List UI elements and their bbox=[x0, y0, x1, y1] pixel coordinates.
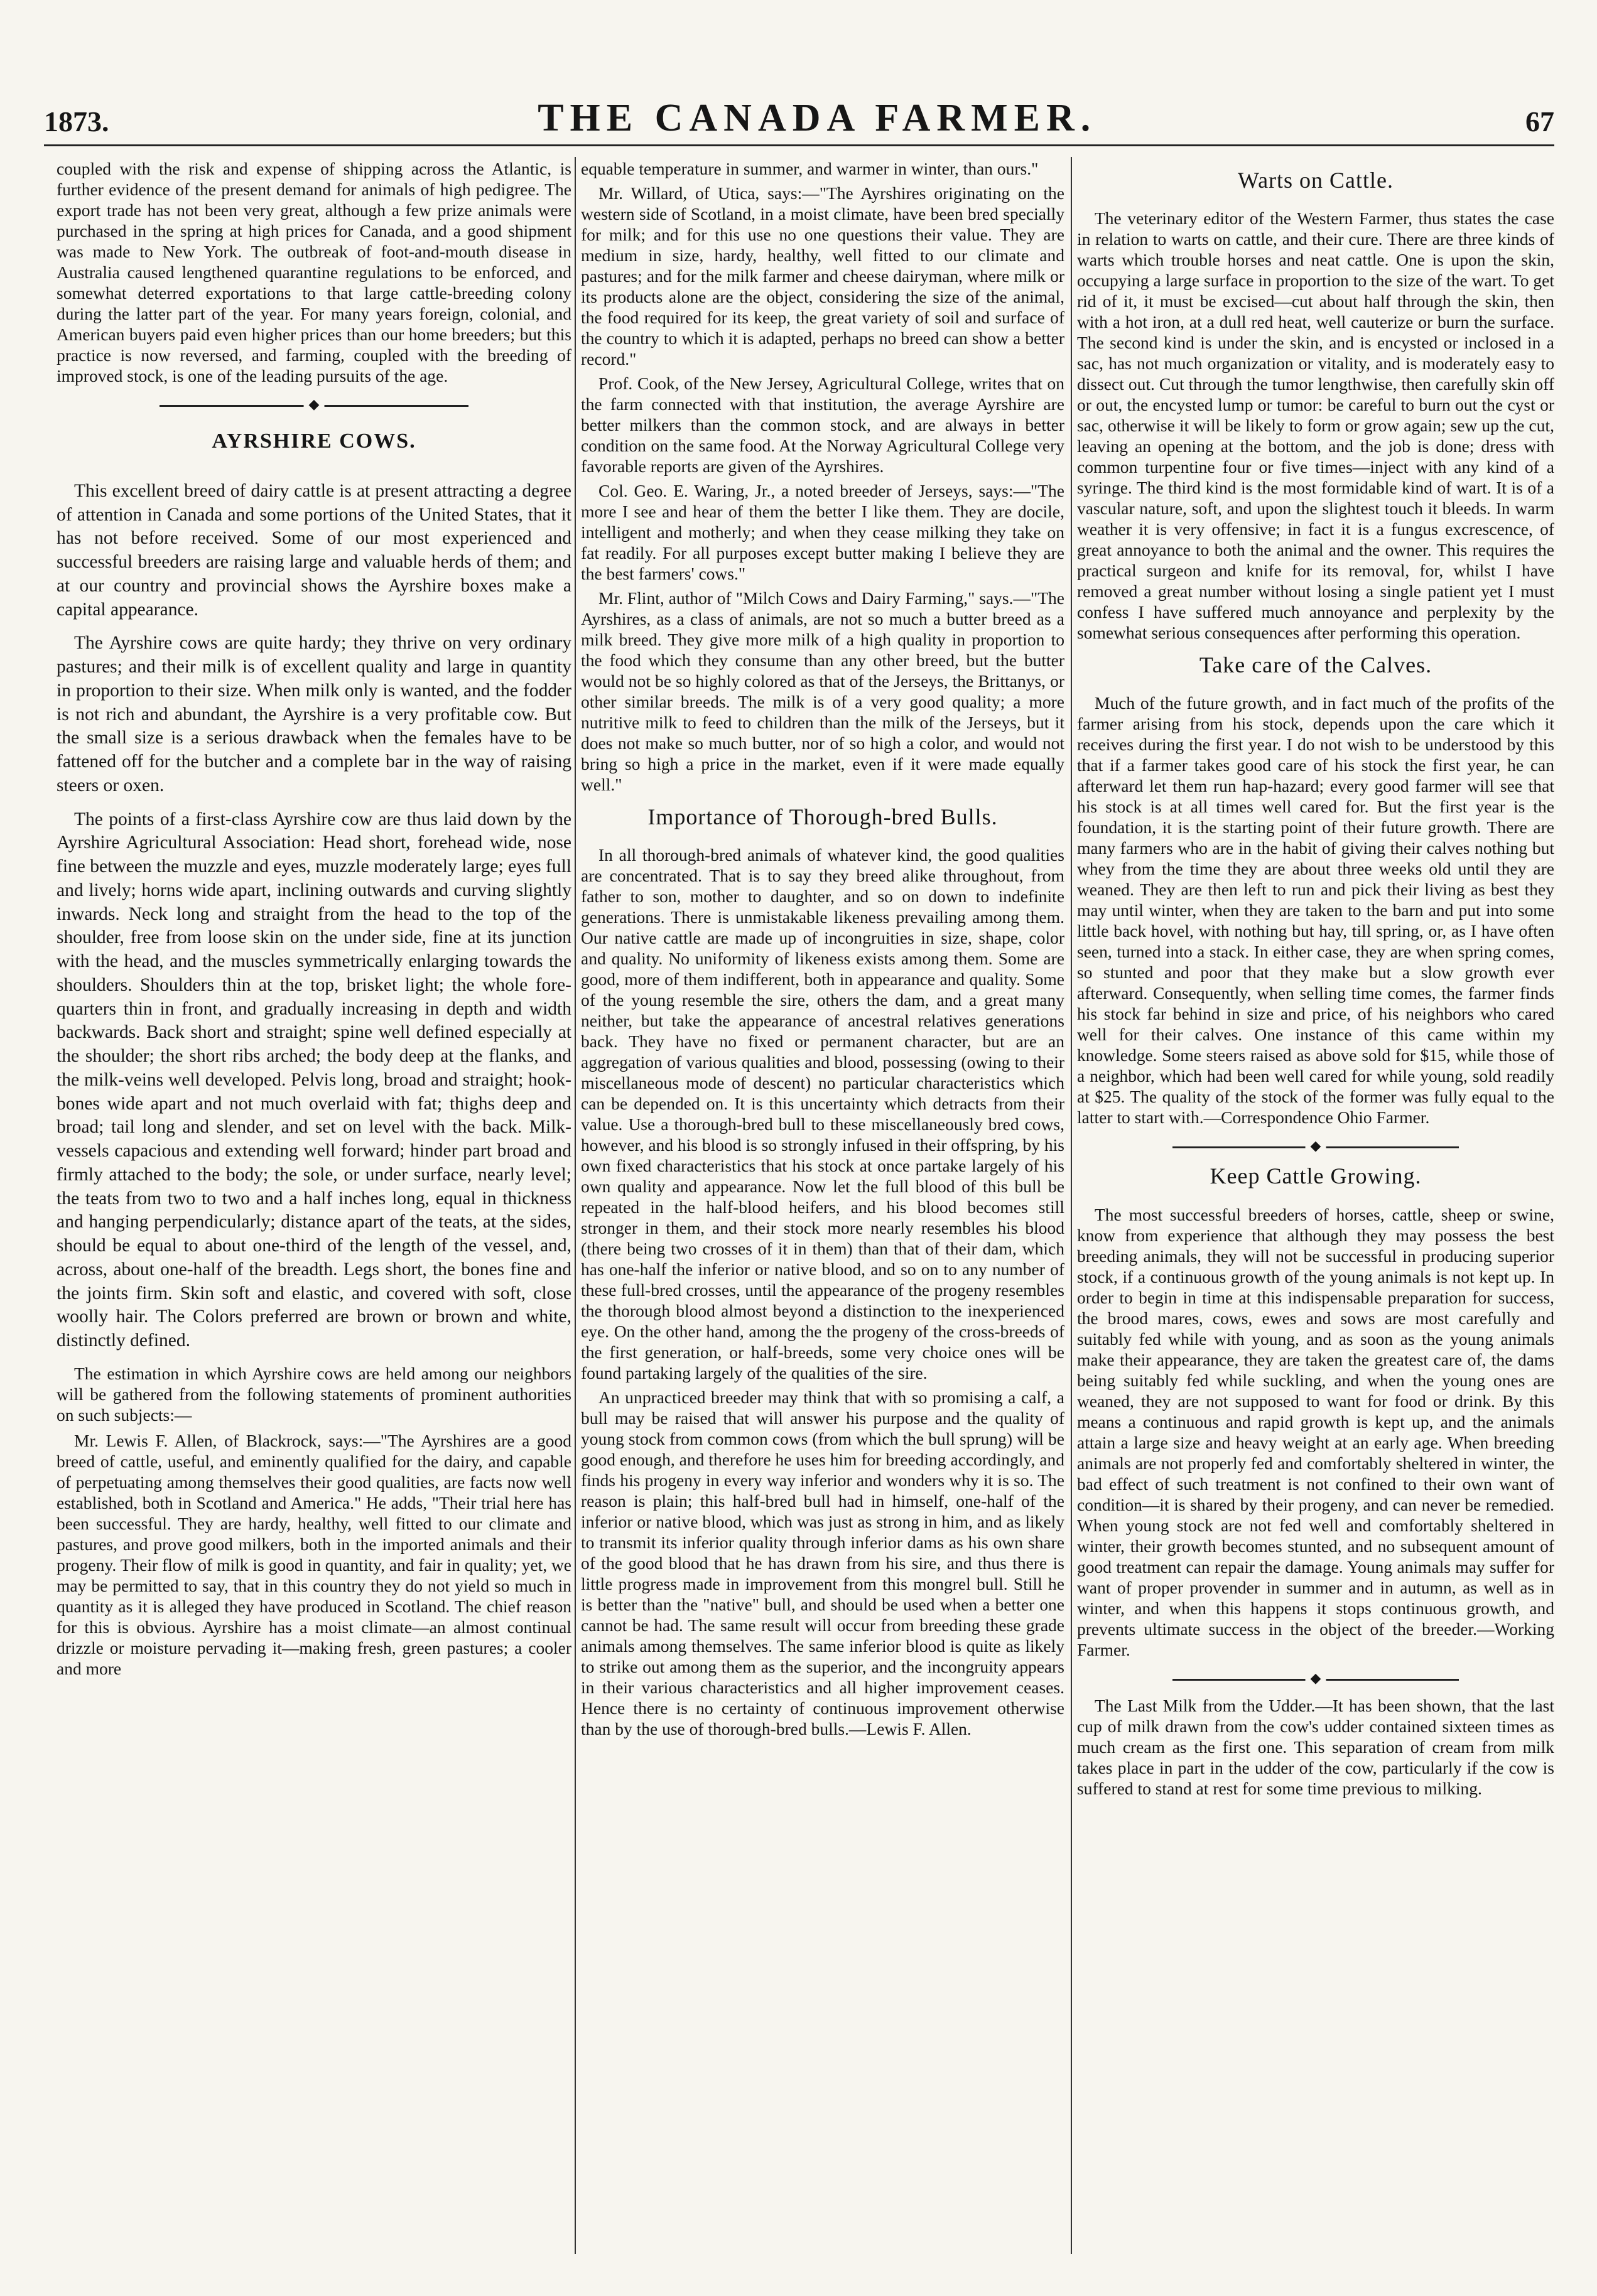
paragraph: Much of the future growth, and in fact much of the profits of the farmer arising from his stock, depends upon the care which it receives during the first year. I do not wish to be understood by this that if a farmer takes good care of his stock the first year, he can afterward let them run hap-hazard; every good farmer will see that his stock is at all times well cared for. But the first year is the foundation, it is the starting point of their future growth. There are many farmers who are in the habit of giving their calves nothing but whey from the time they are about three weeks old until they are weaned. They are then left to run and pick their living as best they may until winter, when they are taken to the barn and put into some little back hovel, with nothing but hay, till spring, or, as I have often seen, turned into a stack. In either case, they are when spring comes, so stunted and poor that they make but a slow growth ever afterward. Consequently, when selling time comes, the farmer finds his stock far behind in size and price, of his neighbors who cared well for their calves. One instance of this came within my knowledge. Some steers raised as above sold for $15, while those of a neighbor, which had been well cared for while young, sold readily at $25. The quality of the stock of the former was fully equal to the latter to start with.—Correspondence Ohio Farmer. bbox=[1077, 693, 1554, 1128]
article-heading-thorough-bred-bulls: Importance of Thorough-bred Bulls. bbox=[647, 804, 998, 829]
paragraph: This excellent breed of dairy cattle is at present attracting a degree of attention in Canada and some portions of the United States, that it has not before received. Some of our most experienced and successful breeders are raising large and valuable herds of them; and at our country and provincial shows the Ayrshire boxes make a capital appearance. bbox=[57, 480, 571, 620]
paragraph: Mr. Flint, author of "Milch Cows and Dairy Farming," says.—"The Ayrshires, as a class of animals, are not so much a butter breed as a milk breed. They give more milk of a high quality in proportion to the food which they consume than any other breed, but the butter would not be so highly colored as that of the Jerseys, the Brittanys, or other similar breeds. The milk is of a very good quality; a more nutritive milk to feed to children than the milk of the Jerseys, but it does not make so much butter, nor of so high a color, and would not bring so high a price in the market, even if it were made equally well." bbox=[581, 588, 1064, 794]
article-continuation bbox=[581, 158, 1064, 795]
paragraph: In all thorough-bred animals of whatever kind, the good qualities are concentrated. That is to say they breed alike throughout, from father to son, mother to daughter, and so on down to indefinite generations. There is unmistakable likeness prevailing among them. Our native cattle are made up of incongruities in size, shape, color and quality. No uniformity of likeness exists among them. Some are good, more of them indifferent, both in appearance and quality. Some of the young resemble the sire, others the dam, and a great many neither, but take the appearance of ancestral relatives generations back. They have no fixed or permanent character, but are an aggregation of various qualities and blood, possessing (owing to their miscellaneous mode of descent) no particular characteristics which can be depended on. It is this uncertainty which detracts from their value. Use a thorough-bred bull to these miscellaneously bred cows, however, and his blood is so strongly infused in their offspring, by his own fixed characteristics that his stock at once partake largely of his own quality and appearance. Now let the full blood of this bull be repeated in the half-blood heifers, and his blood becomes still stronger in them, and their stock more nearly resembles his blood (there being two crosses of it in them) than that of their dam, which has one-half the inferior or native blood, and so on to any number of these full-bred crosses, until the appearance of the progeny resembles the thorough blood almost beyond a distinction to the inexperienced eye. On the other hand, among the the progeny of the cross-breeds of the first generation, or half-breeds, some very choice ones will be found partaking largely of the qualities of the sire. bbox=[581, 845, 1064, 1383]
paragraph: The most successful breeders of horses, cattle, sheep or swine, know from experience that although they may possess the best breeding animals, they will not be successful in producing superior stock, if a continuous growth of the young animals is not kept up. In order to begin in time at this indispensable preparation for success, the brood mares, cows, ewes and sows are most carefully and suitably fed while with young, and as soon as the young animals make their appearance, they are taken the greatest care of, the dams being suitably fed while suckling, and when the young ones are weaned, they are not supposed to want for food or drink. By this means a continuous and rapid growth is kept up, and the animals attain a large size and heavy weight at an early age. When breeding animals are not properly fed and comfortably sheltered in winter, the bad effect of such treatment is not confined to their own want of condition—it is shared by their progeny, and can never be remedied. When young stock are not fed well and comfortably sheltered in winter, their growth becomes stunted, and no subsequent amount of good treatment can repair the damage. Young animals may suffer for want of proper provender in summer and in autumn, as well as in winter, and when this happens it stops continuous growth, and prevents ultimate success in the object of the breeder.—Working Farmer. bbox=[1077, 1204, 1554, 1659]
article-heading-keep-cattle-growing: Keep Cattle Growing. bbox=[1210, 1163, 1422, 1189]
paragraph: The veterinary editor of the Western Farmer, thus states the case in relation to warts on cattle, and their cure. There are three kinds of warts which trouble horses and neat cattle. One is upon the skin, occupying a large surface in proportion to the size of the wart. To get rid of it, it must be excised—cut about half through the skin, then with a hot iron, at a dull red heat, well cauterize or burn the surface. The second kind is under the skin, and is encysted or inclosed in a sac, has not much organization or vitality, and is moderately easy to dissect out. Cut through the tumor lengthwise, then carefully skin off or out, the encysted lump or tumor: be careful to burn out the cyst or sac, otherwise it will be likely to form or grow again; sew up the cut, leaving an opening at the bottom, and the job is done; dress with common turpentine four or five times—inject with any kind of a syringe. The third kind is the most formidable kind of wart. It is of a vascular nature, soft, and upon the slightest touch it bleeds. In warm weather it is very offensive; in fact it is a fungus excrescence, of great annoyance to both the animal and the owner. This requires the practical surgeon and knife for its removal, for, whilst I have removed a great number without losing a single patient yet I must confess I have suffered much annoyance and perplexity by the somewhat serious consequences after performing this operation. bbox=[1077, 208, 1554, 643]
issue-year: 1873. bbox=[44, 105, 109, 137]
paragraph: equable temperature in summer, and warmer in winter, than ours." bbox=[581, 159, 1039, 178]
paragraph: Mr. Lewis F. Allen, of Blackrock, says:—"The Ayrshires are a good breed of cattle, useful, and eminently qualified for the dairy, and capable of perpetuating among themselves their good qualities, are facts now well established, both in Scotland and America." He adds, "Their trial here has been successful. They are hardy, healthy, well fitted to our climate and pastures, and prove good milkers, both in the imported animals and their progeny. Their flow of milk is good in quantity, and fair in quality; yet, we may be permitted to say, that in this country they do not yield so much in quantity as it is alleged they have produced in Scotland. The chief reason for this is obvious. Ayrshire has a moist climate—an almost continual drizzle or moisture pervading it—making fresh, green pastures; a cooler and more bbox=[57, 1430, 571, 1678]
paragraph: Prof. Cook, of the New Jersey, Agricultural College, writes that on the farm connected with that institution, the average Ayrshire are better milkers than the common stock, and are always in better condition on the same food. At the Norway Agricultural College very favorable reports are given of the Ayrshires. bbox=[581, 374, 1064, 476]
page-header bbox=[44, 88, 1554, 146]
paragraph: The Ayrshire cows are quite hardy; they thrive on very ordinary pastures; and their milk is of excellent quality and large in quantity in proportion to their size. When milk only is wanted, and the fodder is not rich and abundant, the Ayrshire is a very profitable cow. But the small size is a serious drawback when the females have to be fattened off for the butcher and a complete bar in the way of raising steers or oxen. bbox=[57, 633, 571, 795]
column-2 bbox=[581, 158, 1064, 2249]
column-3 bbox=[1077, 158, 1554, 2249]
paragraph: The Last Milk from the Udder.—It has been shown, that the last cup of milk drawn from the cow's udder contained sixteen times as much cream as the first one. This separation of cream from milk takes place in part in the udder of the cow, particularly if the cow is suffered to stand at rest for some time previous to milking. bbox=[1077, 1695, 1554, 1798]
ornamental-divider bbox=[1172, 1143, 1459, 1151]
column-rule bbox=[1071, 157, 1072, 2254]
article-heading-take-care-of-calves: Take care of the Calves. bbox=[1199, 652, 1432, 678]
article-thorough-bred-bulls bbox=[581, 844, 1064, 1739]
column-rule bbox=[575, 157, 576, 2254]
article-continuation bbox=[57, 158, 571, 386]
page-number: 67 bbox=[1525, 105, 1554, 137]
paragraph: An unpracticed breeder may think that with so promising a calf, a bull may be raised that will answer his purpose and the quality of young stock from common cows (from which the bull sprung) will be good enough, and therefore he uses him for breeding accordingly, and finds his progeny in every way inferior and wonders why it is so. The reason is plain; this half-bred bull had in himself, one-half of the inferior or native blood, which was just as strong in him, and as likely to transmit its inferior quality through inferior dams as his own share of the good blood that he has drawn from his sire, and thus there is little progress made in improvement from this mongrel bull. Still he is better than the "native" bull, and should be used when a better one cannot be had. The same result will occur from breeding these grade animals among themselves. The same inferior blood is quite as likely to strike out among them as the superior, and the incongruity appears in their various characteristics and all higher improvement ceases. Hence there is no certainty of continuous improvement otherwise than by the use of thorough-bred bulls.—Lewis F. Allen. bbox=[581, 1388, 1064, 1739]
article-heading-warts-on-cattle: Warts on Cattle. bbox=[1237, 168, 1394, 193]
column-1 bbox=[57, 158, 571, 2249]
paragraph: Col. Geo. E. Waring, Jr., a noted breeder of Jerseys, says:—"The more I see and hear of them the better I like them. They are docile, intelligent and motherly; and when they cease milking they take on fat readily. For all purposes except butter making I believe they are the best farmers' cows." bbox=[581, 481, 1064, 583]
paragraph: The estimation in which Ayrshire cows are held among our neighbors will be gathered from the following statements of prominent authorities on such subjects:— bbox=[57, 1363, 571, 1425]
paragraph: The points of a first-class Ayrshire cow are thus laid down by the Ayrshire Agricultural Association: Head short, forehead wide, nose fine between the muzzle and eyes, muzzle moderately large; eyes full and lively; horns wide apart, inclining outwards and curving slightly inwards. Neck long and straight from the head to the top of the shoulder, free from loose skin on the under side, fine at its junction with the head, and the muscles symmetrically enlarging towards the shoulders. Shoulders thin at the top, brisket light; the whole fore-quarters thin in front, and gradually increasing in depth and width backwards. Back short and straight; spine well defined especially at the shoulder; the short ribs arched; the body deep at the flanks, and the milk-veins well developed. Pelvis long, broad and straight; hook-bones wide apart and not much overlaid with fat; thighs deep and broad; tail long and slender, and set on level with the back. Milk-vessels capacious and extending well forward; hinder part broad and firmly attached to the body; the sole, or under surface, nearly level; the teats from two to two and a half inches long, equal in thickness and hanging perpendicularly; distance apart of the teats, at the sides, should be equal to about one-third of the length of the vessel, and, across, about one-half of the breadth. Legs short, the bones fine and the joints firm. Skin soft and elastic, and covered with soft, close woolly hair. The Colors preferred are brown or brown and white, distinctly defined. bbox=[57, 809, 571, 1351]
paragraph: coupled with the risk and expense of shipping across the Atlantic, is further evidence of the present demand for animals of high pedigree. The export trade has not been very great, although a few prize animals were purchased in the spring at high prices for Canada, and a good shipment was made to New York. The outbreak of foot-and-mouth disease in Australia caused lengthened quarantine regulations to be enforced, and somewhat deterred exportations to that large cattle-breeding colony during the latter part of the year. For many years foreign, colonial, and American buyers paid even higher prices than our home breeders; but this practice is now reversed, and farming, coupled with the breeding of improved stock, is one of the leading pursuits of the age. bbox=[57, 159, 571, 385]
article-heading-ayrshire-cows: AYRSHIRE COWS. bbox=[212, 429, 416, 453]
ornamental-divider bbox=[160, 401, 468, 410]
masthead-title: THE CANADA FARMER. bbox=[538, 97, 1097, 139]
article-ayrshire-cows bbox=[57, 480, 571, 1679]
paragraph: Mr. Willard, of Utica, says:—"The Ayrshires originating on the western side of Scotland, in a moist climate, have been bred specially for milk; and for this use no one questions their value. They are medium in size, hardy, healthy, well fitted to our climate and pastures; and for the milk farmer and cheese dairyman, where milk or its products alone are the object, considering the size of the animal, the food required for its keep, the great variety of soil and surface of the country to which it is adapted, perhaps no breed can show a better record." bbox=[581, 183, 1064, 369]
ornamental-divider bbox=[1172, 1675, 1459, 1684]
